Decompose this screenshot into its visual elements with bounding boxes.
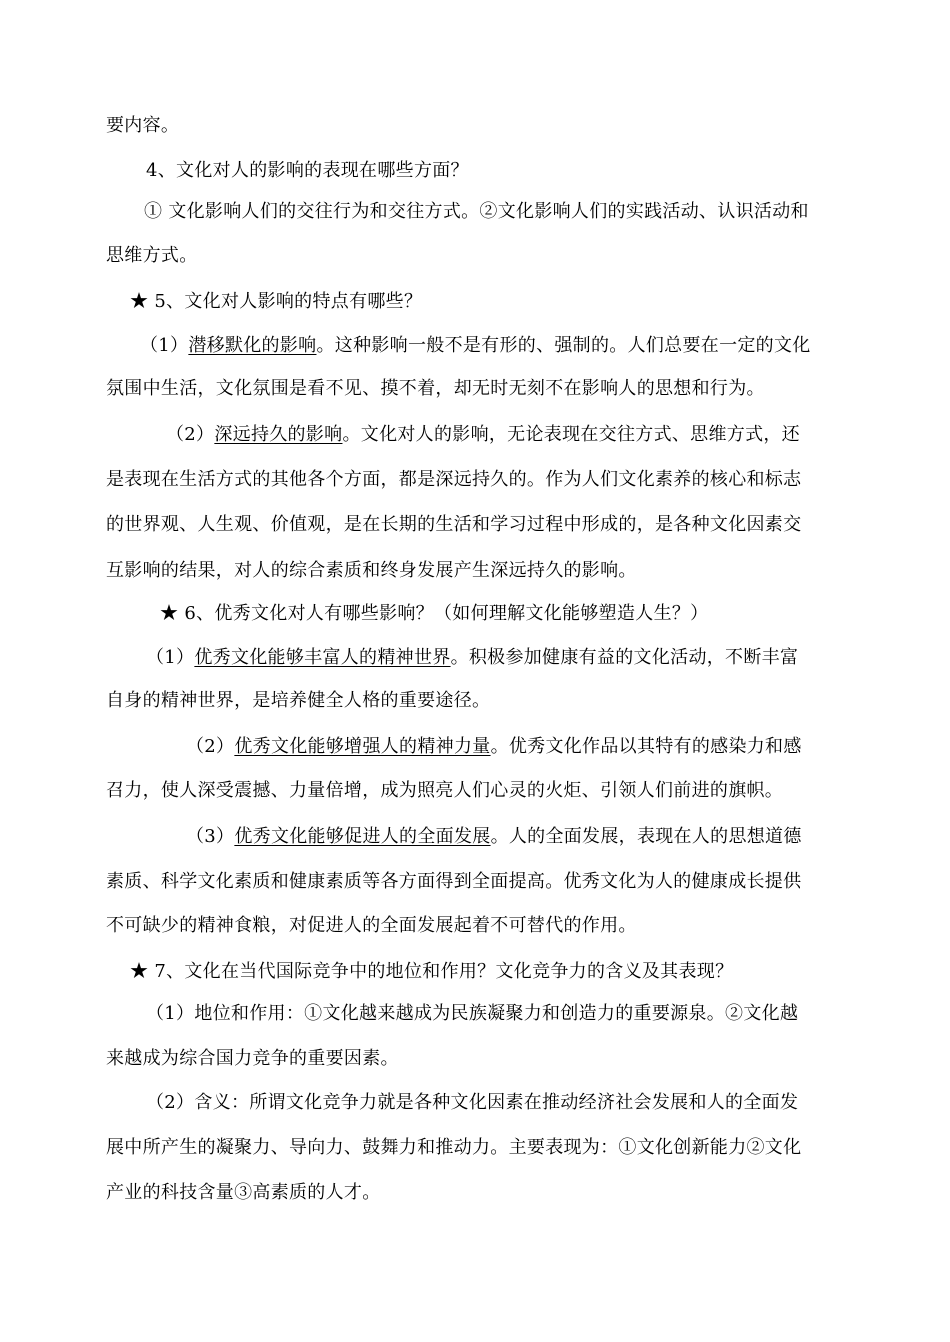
text-line (106, 513, 846, 537)
text-run: 的世界观、人生观、价值观，是在长期的生活和学习过程中形成的，是各种文化因素交 (106, 514, 802, 535)
text-line (106, 114, 846, 138)
text-run: 互影响的结果，对人的综合素质和终身发展产生深远持久的影响。 (106, 560, 637, 581)
text-run: （1）地位和作用：①文化越来越成为民族凝聚力和创造力的重要源泉。②文化越 (146, 1003, 799, 1024)
text-run: 。人的全面发展，表现在人的思想道德 (490, 826, 802, 847)
text-line (144, 200, 884, 224)
text-line (146, 1091, 886, 1115)
text-line (166, 423, 906, 447)
text-line (146, 1002, 886, 1026)
text-line (106, 1047, 846, 1071)
text-run: （1） (146, 647, 195, 668)
text-run: ★ 6、优秀文化对人有哪些影响？（如何理解文化能够塑造人生？） (160, 603, 709, 624)
text-run: 。优秀文化作品以其特有的感染力和感 (490, 736, 802, 757)
text-line (106, 1136, 846, 1160)
key-point-underlined: 潜移默化的影响 (188, 335, 317, 356)
text-line (106, 1181, 846, 1205)
text-run: 。文化对人的影响，无论表现在交往方式、思维方式，还 (342, 424, 800, 445)
text-run: 。积极参加健康有益的文化活动，不断丰富 (450, 647, 799, 668)
text-line (106, 468, 846, 492)
key-point-underlined: 优秀文化能够丰富人的精神世界 (194, 647, 451, 668)
question-heading (160, 602, 900, 626)
text-line (106, 870, 846, 894)
text-run: 。这种影响一般不是有形的、强制的。人们总要在一定的文化 (316, 335, 811, 356)
text-run: ★ 5、文化对人影响的特点有哪些？ (130, 291, 423, 312)
text-run: 召力，使人深受震撼、力量倍增，成为照亮人们心灵的火炬、引领人们前进的旗帜。 (106, 780, 784, 801)
text-line (146, 646, 886, 670)
text-run: 4、文化对人的影响的表现在哪些方面？ (146, 160, 469, 181)
text-run: （1） (140, 335, 189, 356)
text-line (106, 377, 846, 401)
text-run: 产业的科技含量③高素质的人才。 (106, 1182, 381, 1203)
text-run: 氛围中生活，文化氛围是看不见、摸不着，却无时无刻不在影响人的思想和行为。 (106, 378, 765, 399)
text-run: 展中所产生的凝聚力、导向力、鼓舞力和推动力。主要表现为：①文化创新能力②文化 (106, 1137, 802, 1158)
text-line (140, 334, 880, 358)
key-point-underlined: 优秀文化能够促进人的全面发展 (234, 826, 491, 847)
key-point-underlined: 深远持久的影响 (214, 424, 343, 445)
text-run: 不可缺少的精神食粮，对促进人的全面发展起着不可替代的作用。 (106, 915, 637, 936)
text-line (186, 825, 926, 849)
text-line (106, 244, 846, 268)
text-run: （3） (186, 826, 235, 847)
text-line (106, 689, 846, 713)
text-line (106, 914, 846, 938)
text-run: 是表现在生活方式的其他各个方面，都是深远持久的。作为人们文化素养的核心和标志 (106, 469, 802, 490)
text-run: ① 文化影响人们的交往行为和交往方式。②文化影响人们的实践活动、认识活动和 (144, 201, 809, 222)
text-run: 素质、科学文化素质和健康素质等各方面得到全面提高。优秀文化为人的健康成长提供 (106, 871, 802, 892)
text-line (106, 779, 846, 803)
question-heading (146, 159, 886, 183)
text-line (186, 735, 926, 759)
text-run: 思维方式。 (106, 245, 198, 266)
text-line (106, 559, 846, 583)
text-run: ★ 7、文化在当代国际竞争中的地位和作用？文化竞争力的含义及其表现？ (130, 961, 734, 982)
text-run: （2） (166, 424, 215, 445)
question-heading (130, 290, 870, 314)
text-run: （2）含义：所谓文化竞争力就是各种文化因素在推动经济社会发展和人的全面发 (146, 1092, 799, 1113)
text-run: 自身的精神世界，是培养健全人格的重要途径。 (106, 690, 491, 711)
question-heading (130, 960, 870, 984)
text-run: （2） (186, 736, 235, 757)
text-run: 要内容。 (106, 115, 180, 136)
text-run: 来越成为综合国力竞争的重要因素。 (106, 1048, 399, 1069)
key-point-underlined: 优秀文化能够增强人的精神力量 (234, 736, 491, 757)
